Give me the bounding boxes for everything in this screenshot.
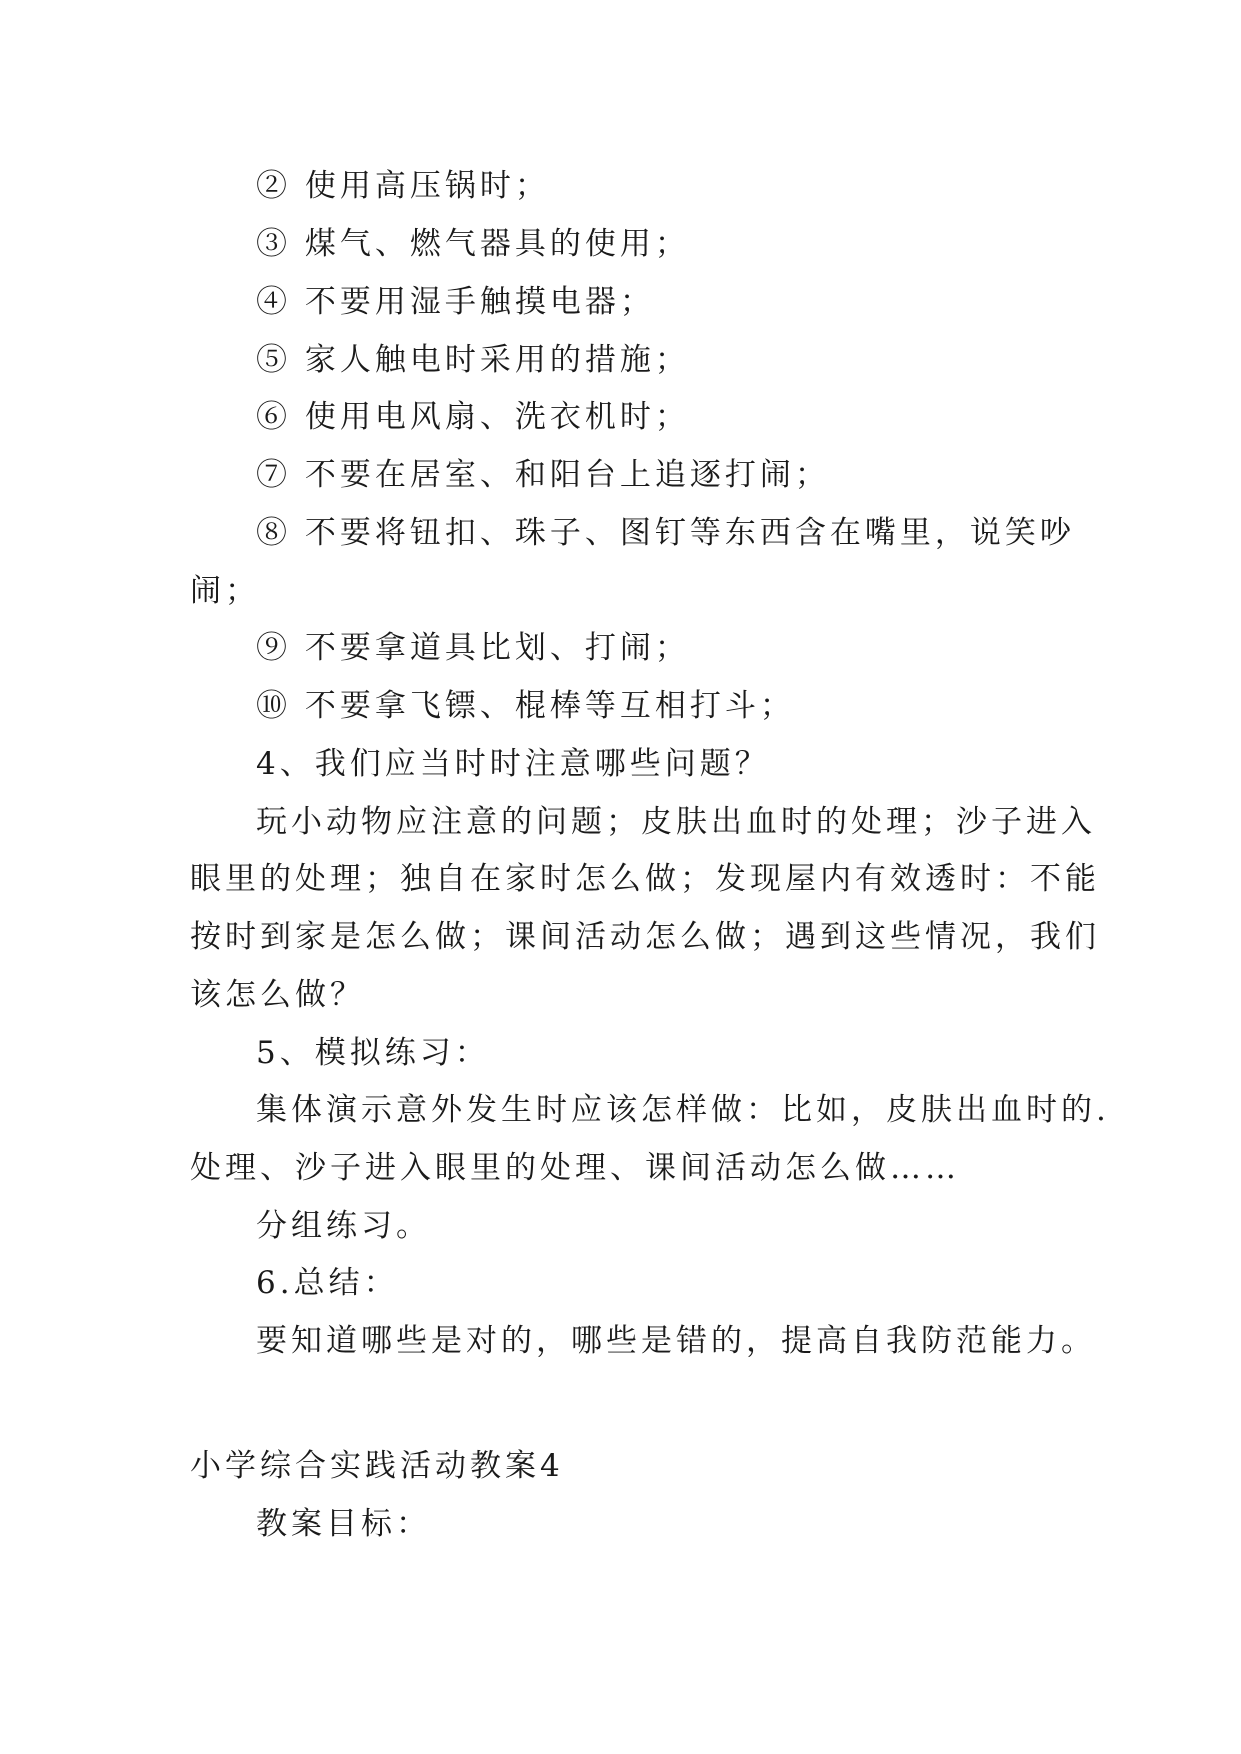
list-item: ⑨ 不要拿道具比划、打闹； [256,630,690,666]
paragraph-line: 眼里的处理；独自在家时怎么做；发现屋内有效透时：不能 [190,861,1100,897]
list-item: ⑥ 使用电风扇、洗衣机时； [256,399,690,435]
list-item: ⑩ 不要拿飞镖、棍棒等互相打斗； [256,688,795,724]
paragraph-line: 该怎么做？ [190,977,365,1013]
paragraph-line: 按时到家是怎么做；课间活动怎么做；遇到这些情况，我们 [190,919,1100,955]
list-item: ② 使用高压锅时； [256,168,550,204]
paragraph-line: 处理、沙子进入眼里的处理、课间活动怎么做…… [190,1150,960,1186]
section-heading: 教案目标： [256,1506,431,1542]
list-item: ⑤ 家人触电时采用的措施； [256,342,690,378]
paragraph-line: 要知道哪些是对的，哪些是错的，提高自我防范能力。 [256,1323,1096,1359]
list-item: ⑧ 不要将钮扣、珠子、图钉等东西含在嘴里，说笑吵 [256,515,1075,551]
paragraph-line: 玩小动物应注意的问题；皮肤出血时的处理；沙子进入 [256,804,1096,840]
section-heading: 4、我们应当时时注意哪些问题？ [256,746,770,782]
paragraph-line: 分组练习。 [256,1208,431,1244]
list-item-continuation: 闹； [190,573,260,609]
list-item: ⑦ 不要在居室、和阳台上追逐打闹； [256,457,830,493]
paragraph-line: 集体演示意外发生时应该怎样做：比如，皮肤出血时的. [256,1092,1110,1128]
list-item: ③ 煤气、燃气器具的使用； [256,226,690,262]
document-title: 小学综合实践活动教案4 [190,1448,564,1484]
list-item: ④ 不要用湿手触摸电器； [256,284,655,320]
section-heading: 5、模拟练习： [256,1035,490,1071]
section-heading: 6.总结： [256,1265,399,1301]
